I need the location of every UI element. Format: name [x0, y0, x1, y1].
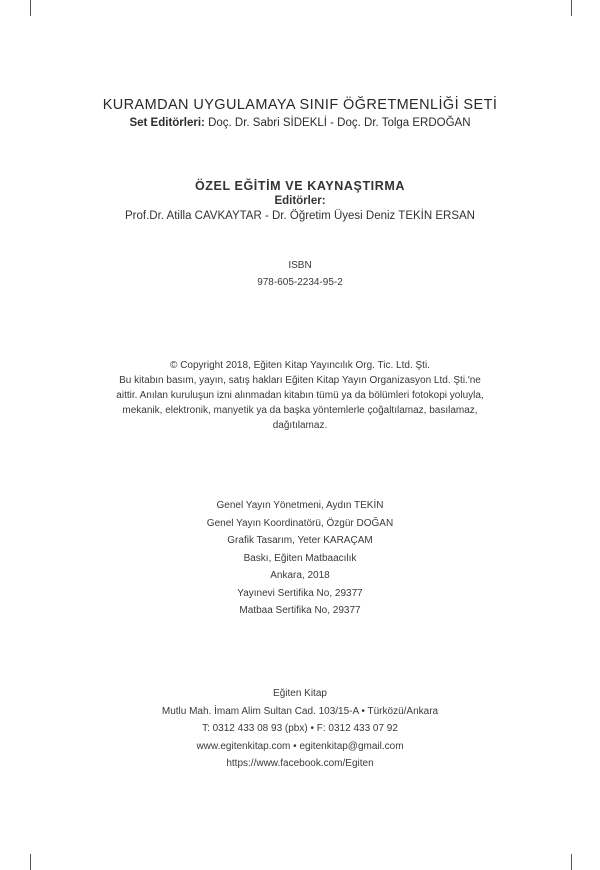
publisher-web-email: www.egitenkitap.com • egitenkitap@gmail.com: [196, 740, 404, 752]
credit-line: Yayınevi Sertifika No, 29377: [237, 587, 363, 599]
book-title: ÖZEL EĞİTİM VE KAYNAŞTIRMA: [194, 179, 406, 193]
credit-line: Genel Yayın Koordinatörü, Özgür DOĞAN: [206, 517, 394, 529]
credit-line: Ankara, 2018: [270, 570, 330, 581]
copyright-line: dağıtılamaz.: [272, 420, 328, 431]
book-editors-label: Editörler:: [274, 195, 326, 207]
series-editors-names: Doç. Dr. Sabri SİDEKLİ - Doç. Dr. Tolga ERDOĞAN: [208, 117, 471, 129]
publisher-block: [0, 685, 600, 773]
copyright-line: Bu kitabın basım, yayın, satış hakları Eğiten Kitap Yayın Organizasyon Ltd. Şti.'ne: [119, 375, 481, 386]
crop-mark-top-left: [30, 0, 31, 16]
credit-line: Matbaa Sertifika No, 29377: [239, 605, 361, 616]
copyright-block: [110, 358, 490, 433]
series-editors-label: Set Editörleri:: [129, 117, 205, 129]
credits-block: [0, 497, 600, 620]
crop-mark-bottom-left: [30, 854, 31, 870]
credit-line: Baskı, Eğiten Matbaacılık: [243, 552, 357, 564]
publisher-facebook: https://www.facebook.com/Egiten: [226, 758, 374, 769]
series-editors: [0, 117, 600, 129]
publisher-name: Eğiten Kitap: [273, 688, 327, 699]
credit-line: Genel Yayın Yönetmeni, Aydın TEKİN: [216, 500, 384, 511]
copyright-line: aittir. Anılan kuruluşun izni alınmadan kitabın tümü ya da bölümleri fotokopi yoluyla,: [116, 390, 484, 401]
crop-mark-top-right: [571, 0, 572, 16]
crop-mark-bottom-right: [571, 854, 572, 870]
copyright-line: © Copyright 2018, Eğiten Kitap Yayıncılık Org. Tic. Ltd. Şti.: [170, 360, 430, 371]
series-title: KURAMDAN UYGULAMAYA SINIF ÖĞRETMENLİĞİ SETİ: [102, 97, 498, 113]
copyright-line: mekanik, elektronik, manyetik ya da başka yöntemlerle çoğaltılamaz, basılamaz,: [122, 405, 478, 416]
isbn-label: ISBN: [288, 260, 312, 271]
publisher-address: Mutlu Mah. İmam Alim Sultan Cad. 103/15-A • Türközü/Ankara: [161, 705, 439, 717]
book-editors-names: Prof.Dr. Atilla CAVKAYTAR - Dr. Öğretim Üyesi Deniz TEKİN ERSAN: [125, 210, 475, 222]
credit-line: Grafik Tasarım, Yeter KARAÇAM: [227, 535, 373, 546]
publisher-phone: T: 0312 433 08 93 (pbx) • F: 0312 433 07 92: [202, 723, 398, 734]
isbn-number: 978-605-2234-95-2: [257, 277, 343, 288]
